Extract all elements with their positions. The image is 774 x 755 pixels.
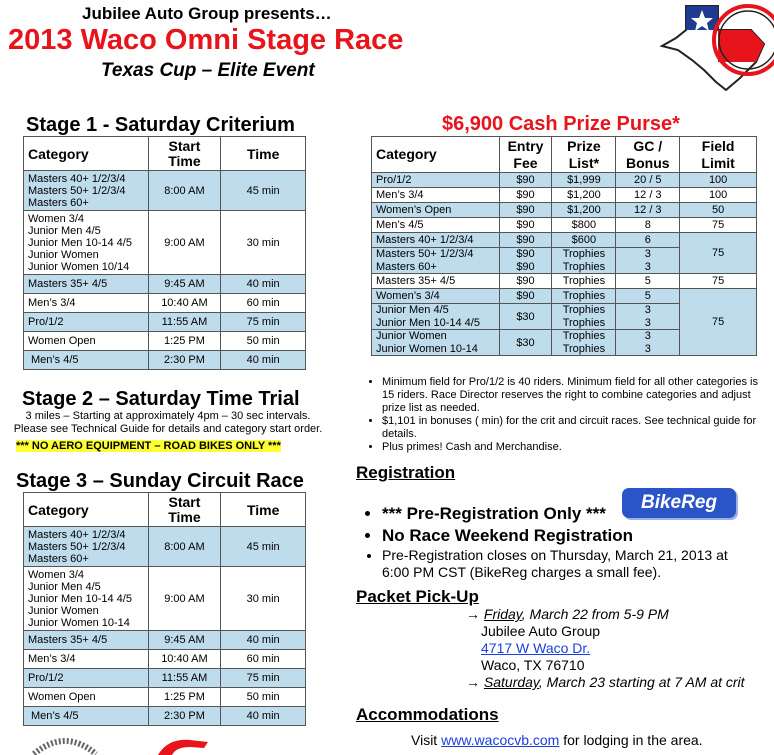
schedule-duration: 75 min — [221, 669, 306, 688]
prize-row-fee: $90 — [499, 173, 552, 188]
texas-flag-logo-icon — [656, 0, 774, 92]
purse-heading: $6,900 Cash Prize Purse* — [442, 113, 680, 135]
schedule-category-line: Masters 60+ — [28, 196, 89, 209]
stage1-heading: Stage 1 - Saturday Criterium — [26, 114, 295, 136]
stage1-header-time: Time — [221, 137, 306, 171]
prize-row-gc: 20 / 5 — [616, 173, 680, 188]
pickup-day2-details: , March 23 starting at 7 AM at crit — [538, 674, 745, 690]
schedule-category-line: Pro/1/2 — [28, 316, 64, 328]
registration-no-weekend: • No Race Weekend Registration — [382, 525, 756, 547]
prize-group-limit-b: 75 — [680, 289, 757, 356]
schedule-duration: 45 min — [221, 171, 306, 211]
prize-row-category: Junior Men 10-14 4/5 — [372, 317, 500, 330]
schedule-category — [24, 294, 149, 313]
prize-row-gc: 12 / 3 — [616, 203, 680, 218]
pickup-place: Jubilee Auto Group — [481, 623, 601, 639]
schedule-category — [24, 171, 149, 211]
schedule-category-line: Junior Women — [28, 248, 99, 261]
prize-row-fee: $90 — [499, 261, 552, 274]
schedule-category-line: Masters 40+ 1/2/3/4 — [28, 172, 126, 185]
prize-row-gc: 5 — [616, 274, 680, 289]
pickup-heading: Packet Pick-Up — [356, 587, 479, 606]
stage2-heading: Stage 2 – Saturday Time Trial — [22, 388, 300, 410]
schedule-duration: 40 min — [221, 631, 306, 650]
prize-junior-fee-a: $30 — [499, 304, 552, 330]
presents-line: Jubilee Auto Group presents… — [82, 4, 332, 23]
prize-row-limit: 75 — [680, 218, 757, 233]
schedule-category-line: Women Open — [28, 691, 96, 703]
prize-row-fee: $90 — [499, 218, 552, 233]
prize-row-gc: 5 — [616, 289, 680, 304]
prize-row-prize: $600 — [552, 233, 616, 248]
prize-row-category: Masters 40+ 1/2/3/4 — [372, 233, 500, 248]
stage2-line2: Please see Technical Guide for details and category start order. — [13, 423, 323, 435]
schedule-category — [24, 211, 149, 275]
schedule-start-time: 9:45 AM — [148, 275, 221, 294]
stage1-header-category: Category — [24, 137, 149, 171]
prize-row-category: Women’s Open — [372, 203, 500, 218]
schedule-category — [24, 707, 149, 726]
prize-header-fee: Entry Fee — [499, 137, 552, 173]
schedule-start-time: 2:30 PM — [148, 351, 221, 370]
prize-row-fee: $90 — [499, 188, 552, 203]
sponsor-logo-icon — [30, 732, 100, 755]
prize-header-limit: Field Limit — [680, 137, 757, 173]
schedule-category-line: Masters 35+ 4/5 — [28, 634, 108, 646]
prize-row-fee: $90 — [499, 274, 552, 289]
schedule-category-line: Men’s 3/4 — [28, 297, 76, 309]
prize-row-category: Men’s 3/4 — [372, 188, 500, 203]
prize-row-category: Junior Men 4/5 — [372, 304, 500, 317]
prize-row-fee: $90 — [499, 289, 552, 304]
schedule-category-line: Junior Men 10-14 4/5 — [28, 592, 132, 605]
schedule-category-line: Men’s 4/5 — [31, 354, 79, 366]
schedule-category — [24, 351, 149, 370]
schedule-duration: 40 min — [221, 275, 306, 294]
schedule-duration: 50 min — [221, 688, 306, 707]
accommodations-pre: Visit — [411, 732, 442, 748]
schedule-duration: 30 min — [221, 211, 306, 275]
schedule-duration: 45 min — [221, 527, 306, 567]
pickup-city: Waco, TX 76710 — [481, 657, 585, 673]
prize-row-limit: 100 — [680, 173, 757, 188]
schedule-category-line: Masters 40+ 1/2/3/4 — [28, 528, 126, 541]
schedule-category-line: Junior Men 4/5 — [28, 224, 101, 237]
prize-row-gc: 3 — [616, 317, 680, 330]
prize-header-prize: Prize List* — [552, 137, 616, 173]
schedule-duration: 30 min — [221, 567, 306, 631]
schedule-start-time: 1:25 PM — [148, 332, 221, 351]
pickup-saturday — [466, 674, 745, 691]
schedule-duration: 40 min — [221, 351, 306, 370]
stage1-header-start: Start Time — [148, 137, 221, 171]
prize-row-gc: 3 — [616, 330, 680, 343]
prize-row-gc: 12 / 3 — [616, 188, 680, 203]
schedule-category-line: Junior Men 10-14 4/5 — [28, 236, 132, 249]
accommodations-heading: Accommodations — [356, 705, 499, 724]
prize-row-gc: 3 — [616, 343, 680, 356]
prize-header-category: Category — [372, 137, 500, 173]
schedule-start-time: 10:40 AM — [148, 294, 221, 313]
schedule-category-line: Men’s 3/4 — [28, 653, 76, 665]
schedule-duration: 75 min — [221, 313, 306, 332]
stage3-header-start: Start Time — [148, 493, 221, 527]
schedule-category — [24, 631, 149, 650]
schedule-category-line: Masters 35+ 4/5 — [28, 278, 108, 290]
prize-row-prize: $1,200 — [552, 188, 616, 203]
pickup-day2: Saturday — [483, 674, 539, 690]
pickup-friday — [466, 606, 669, 623]
schedule-category — [24, 650, 149, 669]
stage3-header-time: Time — [221, 493, 306, 527]
schedule-category-line: Junior Women — [28, 604, 99, 617]
accommodations-post: for lodging in the area. — [559, 732, 703, 748]
schedule-duration: 60 min — [221, 650, 306, 669]
prize-row-prize: Trophies — [552, 304, 616, 317]
prize-row-category: Junior Women 10-14 — [372, 343, 500, 356]
schedule-category-line: Junior Men 4/5 — [28, 580, 101, 593]
schedule-duration: 40 min — [221, 707, 306, 726]
schedule-category-line: Pro/1/2 — [28, 672, 64, 684]
note-primes: • Plus primes! Cash and Merchandise. — [382, 441, 768, 454]
pickup-day1-details: , March 22 from 5-9 PM — [521, 606, 669, 622]
prize-row-prize: Trophies — [552, 248, 616, 261]
prize-table — [371, 136, 757, 356]
prize-row-prize: Trophies — [552, 289, 616, 304]
prize-group-limit-a: 75 — [680, 233, 757, 274]
stage1-table — [23, 136, 306, 370]
stage2-line1: 3 miles – Starting at approximately 4pm – 30 sec intervals. — [25, 410, 311, 422]
schedule-category — [24, 527, 149, 567]
prize-row-prize: Trophies — [552, 330, 616, 343]
schedule-start-time: 1:25 PM — [148, 688, 221, 707]
schedule-category — [24, 669, 149, 688]
schedule-start-time: 11:55 AM — [148, 313, 221, 332]
schedule-start-time: 9:45 AM — [148, 631, 221, 650]
prize-row-gc: 8 — [616, 218, 680, 233]
prize-row-limit: 75 — [680, 274, 757, 289]
prize-row-prize: Trophies — [552, 343, 616, 356]
prize-row-gc: 3 — [616, 248, 680, 261]
prize-row-prize: $800 — [552, 218, 616, 233]
schedule-start-time: 10:40 AM — [148, 650, 221, 669]
schedule-category-line: Women Open — [28, 335, 96, 347]
schedule-category-line: Women 3/4 — [28, 212, 85, 225]
prize-row-fee: $90 — [499, 203, 552, 218]
note-min-field: • Minimum field for Pro/1/2 is 40 riders. Minimum field for all other categories is 15 riders. Race Director reserves the right to combine categories and adjust prize list as needed. — [382, 376, 768, 415]
event-subtitle: Texas Cup – Elite Event — [101, 60, 315, 81]
schedule-category-line: Women 3/4 — [28, 568, 85, 581]
registration-heading: Registration — [356, 463, 456, 482]
prize-row-category: Masters 35+ 4/5 — [372, 274, 500, 289]
prize-header-gc: GC / Bonus — [616, 137, 680, 173]
schedule-start-time: 11:55 AM — [148, 669, 221, 688]
prize-row-prize: Trophies — [552, 274, 616, 289]
stage3-heading: Stage 3 – Sunday Circuit Race — [16, 470, 304, 492]
schedule-category — [24, 567, 149, 631]
schedule-category-line: Masters 50+ 1/2/3/4 — [28, 184, 126, 197]
schedule-category — [24, 332, 149, 351]
prize-row-category: Women’s 3/4 — [372, 289, 500, 304]
schedule-start-time: 8:00 AM — [148, 171, 221, 211]
prize-row-prize: Trophies — [552, 261, 616, 274]
schedule-category-line: Junior Women 10-14 — [28, 616, 130, 629]
stage3-table — [23, 492, 306, 726]
prize-row-fee: $90 — [499, 233, 552, 248]
arrow-right-icon: → — [466, 606, 484, 622]
pickup-day1: Friday — [483, 606, 522, 622]
sponsor-c-logo-icon — [150, 736, 220, 755]
prize-row-prize: $1,200 — [552, 203, 616, 218]
schedule-category-line: Men’s 4/5 — [31, 710, 79, 722]
registration-close-date: • Pre-Registration closes on Thursday, March 21, 2013 at 6:00 PM CST (BikeReg charges a small fee). — [382, 547, 756, 581]
note-bonuses: • $1,101 in bonuses ( min) for the crit and circuit races. See technical guide for details. — [382, 415, 768, 441]
accommodations-line — [411, 732, 703, 749]
schedule-category-line: Masters 50+ 1/2/3/4 — [28, 540, 126, 553]
prize-row-prize: $1,999 — [552, 173, 616, 188]
stage2-aero-warning: *** NO AERO EQUIPMENT – ROAD BIKES ONLY *** — [16, 440, 281, 452]
prize-row-gc: 3 — [616, 304, 680, 317]
prize-row-category: Men’s 4/5 — [372, 218, 500, 233]
schedule-start-time: 2:30 PM — [148, 707, 221, 726]
schedule-duration: 60 min — [221, 294, 306, 313]
schedule-category-line: Junior Women 10/14 — [28, 260, 130, 273]
stage3-header-category: Category — [24, 493, 149, 527]
schedule-category-line: Masters 60+ — [28, 552, 89, 565]
prize-junior-fee-b: $30 — [499, 330, 552, 356]
prize-row-category: Masters 60+ — [372, 261, 500, 274]
prize-row-limit: 50 — [680, 203, 757, 218]
schedule-start-time: 9:00 AM — [148, 211, 221, 275]
schedule-category — [24, 275, 149, 294]
event-title: 2013 Waco Omni Stage Race — [8, 24, 404, 56]
wacocvb-link[interactable]: www.wacocvb.com — [441, 732, 560, 748]
schedule-category — [24, 313, 149, 332]
prize-row-fee: $90 — [499, 248, 552, 261]
bikereg-logo-text: BikeReg — [640, 492, 718, 513]
registration-list — [356, 503, 756, 581]
prize-row-category: Junior Women — [372, 330, 500, 343]
prize-row-gc: 3 — [616, 261, 680, 274]
notes-block — [356, 376, 768, 454]
prize-row-limit: 100 — [680, 188, 757, 203]
registration-preonly: • *** Pre-Registration Only *** — [382, 503, 756, 525]
schedule-start-time: 8:00 AM — [148, 527, 221, 567]
prize-row-category: Masters 50+ 1/2/3/4 — [372, 248, 500, 261]
prize-row-gc: 6 — [616, 233, 680, 248]
pickup-address-link[interactable]: 4717 W Waco Dr. — [481, 640, 591, 656]
prize-row-category: Pro/1/2 — [372, 173, 500, 188]
schedule-category — [24, 688, 149, 707]
schedule-start-time: 9:00 AM — [148, 567, 221, 631]
schedule-duration: 50 min — [221, 332, 306, 351]
prize-row-prize: Trophies — [552, 317, 616, 330]
arrow-right-icon: → — [466, 674, 484, 690]
